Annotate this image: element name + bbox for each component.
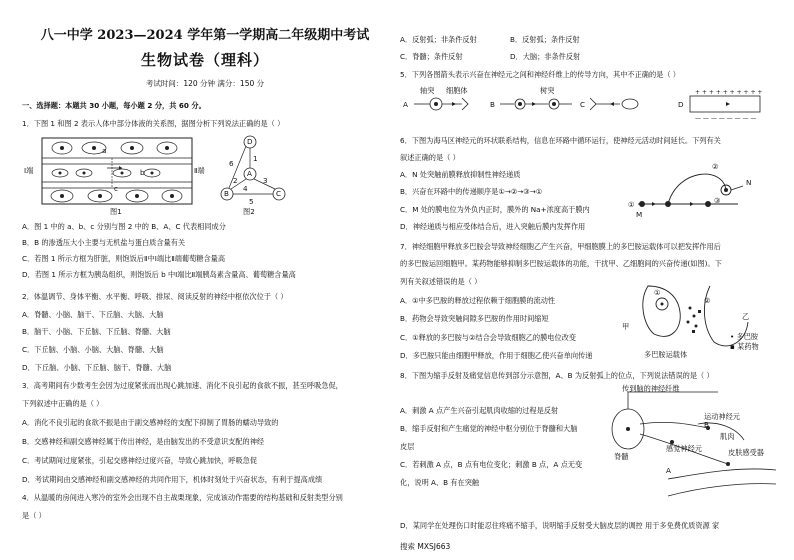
q2-option-d: D．下丘脑、小脑、下丘脑、脑干、脊髓、大脑 xyxy=(22,363,172,372)
q7-stem-line3: 列有关叙述错误的是（ ） xyxy=(400,277,482,286)
q7-label-cell-a: 甲 xyxy=(622,322,630,331)
q7-option-c: C．①释放的多巴胺与②结合会导致细胞乙的膜电位改变 xyxy=(400,333,577,342)
q7-label-cell-b: 乙 xyxy=(742,312,750,321)
q1-option-a: A．图 1 中的 a、b、c 分别与图 2 中的 B、A、C 代表相同成分 xyxy=(22,222,226,231)
fig2-num-6: 6 xyxy=(229,159,234,168)
q6-option-c: C．M 处的膜电位为外负内正时，膜外的 Na+浓度高于膜内 xyxy=(400,205,590,214)
q3-option-a: A．消化不良引起的食欲不振是由于副交感神经的支配下抑制了胃肠的蠕动导致的 xyxy=(22,418,279,427)
q4-stem-line2: 是（ ） xyxy=(22,511,46,520)
fig1-right-end-label: Ⅱ端 xyxy=(194,166,205,175)
q3-option-d: D．考试期间由交感神经和副交感神经的共同作用下，机体时刻处于兴奋状态，有利于提高成绩 xyxy=(22,475,323,484)
q8-label-sensory-neuron: 感觉神经元 xyxy=(666,444,702,453)
q1-figure-1 xyxy=(22,132,212,216)
fig1-left-end-label: Ⅰ端 xyxy=(24,166,34,175)
left-column xyxy=(22,0,388,560)
q2-option-a: A．脊髓、小脑、脑干、下丘脑、大脑、大脑 xyxy=(22,310,164,319)
q8-label-spinal-cord: 脊髓 xyxy=(614,452,629,461)
q7-option-d: D．多巴胺只能由细胞甲释放，作用于细胞乙使兴奋单向传递 xyxy=(400,351,593,360)
q7-figure xyxy=(618,282,778,360)
q3-option-c: C．考试期间过度紧张，引起交感神经过度兴奋，导致心跳加快，呼吸急促 xyxy=(22,456,258,465)
q5-figure xyxy=(400,84,780,126)
q8-label-motor-neuron: 运动神经元 xyxy=(704,412,740,421)
fig1-caption: 图1 xyxy=(110,207,122,216)
fig2-caption: 图2 xyxy=(243,207,255,216)
q3-stem-line2: 下列叙述中正确的是（ ） xyxy=(22,399,104,408)
q8-label-brain-fiber: 传到脑的神经纤维 xyxy=(622,384,680,393)
q8-label-muscle: 肌肉 xyxy=(720,432,735,441)
fig2-node-c: C xyxy=(276,189,282,198)
q8-option-c-line2: 化，说明 A、B 有在突触 xyxy=(400,478,480,487)
q5-option-a: A xyxy=(403,100,408,109)
q5-stem: 5．下列各图箭头表示兴奋在神经元之间和神经纤维上的传导方向，其中不正确的是（ ） xyxy=(400,70,680,79)
q8-option-d: D．某同学在处理伤口时能忍住疼痛不缩手，说明缩手反射受大脑皮层的调控 用于多免费优质资源 家 xyxy=(400,521,720,530)
q7-option-a: A．①中多巴胺的释放过程依赖于细胞膜的流动性 xyxy=(400,296,556,305)
q4-option-b: B．反射弧；条件反射 xyxy=(510,35,580,44)
q6-label-3: ③ xyxy=(714,196,721,205)
q7-label-1: ① xyxy=(654,288,661,297)
q3-stem-line1: 3．高考期间有少数考生会因为过度紧张而出现心跳加速、消化不良引起的食欲不振，甚至呼吸急促， xyxy=(22,381,343,390)
fig2-num-2: 2 xyxy=(233,176,238,185)
q6-stem-line2: 叙述正确的是（ ） xyxy=(400,153,460,162)
q1-option-d: D．若图 1 所示方框为胰岛组织，则饱饭后 b 中Ⅰ端比Ⅱ端胰岛素含量高、葡萄糖含量高 xyxy=(22,270,296,279)
q1-option-b: B．B 的渗透压大小主要与无机盐与蛋白质含量有关 xyxy=(22,238,186,247)
q6-label-m: M xyxy=(636,210,643,219)
q8-figure xyxy=(608,384,778,502)
q6-option-d: D．神经递质与相应受体结合后，进入突触后膜内发挥作用 xyxy=(400,222,586,231)
q1-stem: 1．下图 1 和图 2 表示人体中部分体液的关系图，据图分析下列说法正确的是（ ） xyxy=(22,119,285,128)
q5-label-dendrite: 树突 xyxy=(540,86,555,95)
fig2-num-5: 5 xyxy=(249,197,254,206)
q5-option-b: B xyxy=(490,100,495,109)
q8-stem: 8．下图为缩手反射及痛觉信息传到部分示意图，A、B 为反射弧上的位点，下列说法错误的是（ ） xyxy=(400,371,714,380)
q5-label-soma: 细胞体 xyxy=(446,86,468,95)
fig2-num-1: 1 xyxy=(253,154,258,163)
svg-text:— — — — — — — —: — — — — — — — — xyxy=(695,115,757,122)
q6-figure xyxy=(628,160,778,222)
exam-meta: 考试时间：120 分钟 满分：150 分 xyxy=(145,79,265,88)
q7-option-b: B．药物会导致突触间隙多巴胺的作用时间缩短 xyxy=(400,314,549,323)
fig2-node-a: A xyxy=(247,169,252,178)
q4-option-d: D．大脑；非条件反射 xyxy=(510,52,581,61)
q5-option-c: C xyxy=(580,100,586,109)
q6-label-2: ② xyxy=(712,162,719,171)
q8-option-b-line2: 皮层 xyxy=(400,442,415,451)
q6-label-1: ① xyxy=(628,200,635,209)
q6-stem-line1: 6．下图为海马区神经元的环状联系结构，信息在环路中循环运行，使神经元活动时间延长。下列有关 xyxy=(400,136,721,145)
q1-figure-2 xyxy=(217,132,297,216)
q8-option-c-line1: C．若刺激 A 点，B 点有电位变化；刺激 B 点，A 点无变 xyxy=(400,460,583,469)
fig2-node-b: B xyxy=(224,189,229,198)
fig2-num-3: 3 xyxy=(263,176,268,185)
page-footer: 搜索 MXSJ663 xyxy=(400,542,451,551)
fig1-label-c: c xyxy=(114,184,118,193)
q7-label-2: ② xyxy=(704,296,711,305)
fig2-num-4: 4 xyxy=(243,184,248,193)
q4-stem-line1: 4．从温暖的房间进入寒冷的室外会出现不自主战栗现象，完成该动作需要的结构基础和反射类型分别 xyxy=(22,493,343,502)
right-column xyxy=(400,0,780,560)
q6-option-b: B．兴奋在环路中的传递顺序是①→②→③→① xyxy=(400,187,543,196)
q8-option-a: A．刺激 A 点产生兴奋引起肌肉收缩的过程是反射 xyxy=(400,406,559,415)
q4-option-a: A．反射弧；非条件反射 xyxy=(400,35,477,44)
q5-label-axon: 轴突 xyxy=(420,86,435,95)
q7-stem-line2: 的多巴胺运回细胞甲。某药物能够抑制多巴胺运载体的功能，干扰甲、乙细胞间的兴奋传递(如图)。下 xyxy=(400,259,722,268)
q8-option-b-line1: B．缩手反射和产生痛觉的神经中枢分别位于脊髓和大脑 xyxy=(400,424,578,433)
exam-subtitle: 生物试卷（理科） xyxy=(140,51,269,69)
q2-option-b: B．脑干、小脑、下丘脑、下丘脑、脊髓、大脑 xyxy=(22,327,171,336)
q6-option-a: A．N 处突触前膜释放抑制性神经递质 xyxy=(400,170,521,179)
q7-stem-line1: 7．神经细胞甲释放多巴胺会导致神经细胞乙产生兴奋，甲细胞膜上的多巴胺运载体可以把发挥作用后 xyxy=(400,242,721,251)
fig2-node-d: D xyxy=(247,137,253,146)
svg-text:+ + + + + + + + + +: + + + + + + + + + + xyxy=(695,89,763,96)
q2-stem: 2．体温调节、身体平衡、水平衡、呼吸、排尿、阅读反射的神经中枢依次位于（ ） xyxy=(22,292,288,301)
q5-option-d: D xyxy=(678,100,684,109)
q4-option-c: C．脊髓；条件反射 xyxy=(400,52,463,61)
q8-label-point-a: A xyxy=(666,466,671,475)
q7-legend-drug: ▪ 某药物 xyxy=(730,342,759,351)
q1-option-c: C．若图 1 所示方框为肝脏，则饱饭后Ⅱ中Ⅰ端比Ⅱ端葡萄糖含量高 xyxy=(22,254,226,263)
fig1-label-b: b xyxy=(140,168,145,177)
q8-label-point-b: B xyxy=(704,420,709,429)
fig1-label-a: a xyxy=(102,146,107,155)
q7-legend-dopamine: • 多巴胺 xyxy=(730,332,759,341)
section-heading: 一、选择题：本题共 30 小题，每小题 2 分，共 60 分。 xyxy=(22,101,206,110)
q7-legend-carrier: 多巴胺运载体 xyxy=(644,350,688,359)
q2-option-c: C．下丘脑、小脑、小脑、大脑、脊髓、大脑 xyxy=(22,345,164,354)
q6-label-n: N xyxy=(746,178,752,187)
q8-label-skin-receptor: 皮肤感受器 xyxy=(728,448,764,457)
q3-option-b: B．交感神经和副交感神经属于传出神经，是由脑发出的不受意识支配的神经 xyxy=(22,437,265,446)
exam-title: 八一中学 2023—2024 学年第一学期高二年级期中考试 xyxy=(40,28,370,43)
